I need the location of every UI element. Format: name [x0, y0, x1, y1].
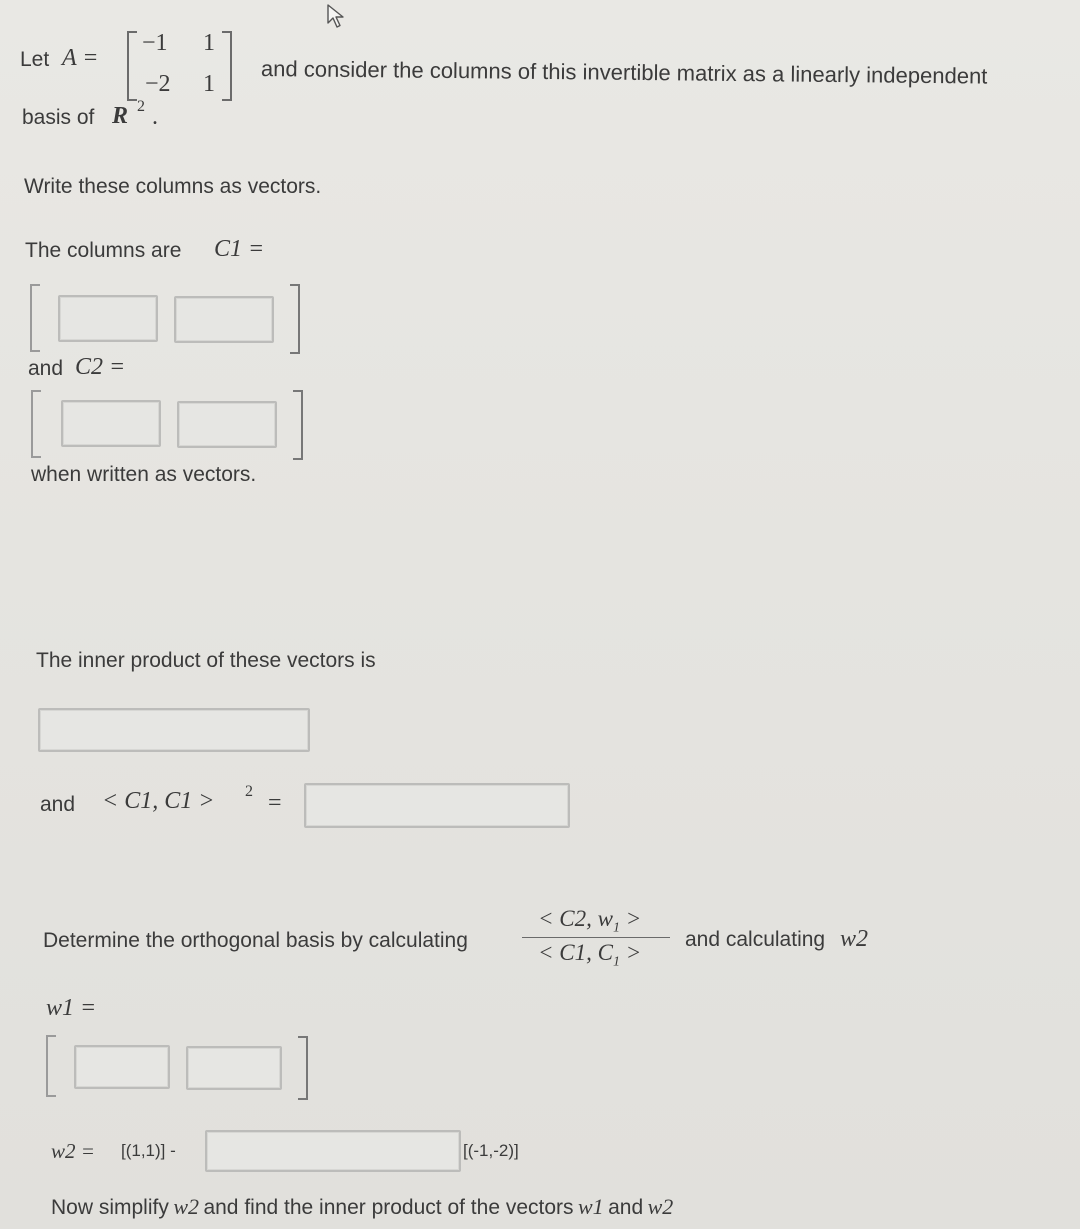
C1-label: C1 =: [214, 236, 265, 262]
R-exponent: 2: [137, 98, 145, 115]
determine-basis-label: Determine the orthogonal basis by calculating: [43, 929, 468, 952]
w2-label: w2 =: [51, 1139, 95, 1163]
C1-C1-exponent: 2: [245, 783, 253, 800]
w2-coefficient-input[interactable]: [205, 1130, 461, 1172]
inner-product-label: The inner product of these vectors is: [36, 649, 376, 672]
matrix-A-label: A =: [62, 45, 99, 71]
C2-entry-2-input[interactable]: [177, 401, 277, 448]
period: .: [152, 104, 158, 130]
matrix-cell: −2: [145, 71, 171, 97]
w1-label: w1 =: [46, 995, 97, 1021]
C2-entry-1-input[interactable]: [61, 400, 161, 447]
w2-second-vector: [(-1,-2)]: [463, 1141, 519, 1160]
and-label: and: [28, 357, 64, 380]
matrix-cell: −1: [142, 30, 168, 56]
C1-C1-squared-input[interactable]: [304, 783, 570, 828]
calculating-label: and calculating: [685, 928, 826, 951]
fraction-numerator: < C2, w: [538, 906, 613, 931]
let-label: Let: [20, 48, 50, 71]
columns-are-label: The columns are: [25, 239, 182, 262]
basis-of-label: basis of: [22, 106, 95, 129]
C1-entry-1-input[interactable]: [58, 295, 158, 342]
write-columns-instruction: Write these columns as vectors.: [24, 175, 322, 198]
R-symbol: R: [112, 103, 129, 129]
when-written-label: when written as vectors.: [31, 463, 257, 486]
w1-entry-1-input[interactable]: [74, 1045, 170, 1089]
inner-product-input[interactable]: [38, 708, 310, 752]
w2-variable: w2: [840, 926, 869, 952]
and-label: and: [40, 793, 76, 816]
w1-entry-2-input[interactable]: [186, 1046, 282, 1090]
matrix-cell: 1: [203, 30, 215, 56]
fraction-denominator: < C1, C: [538, 940, 613, 965]
w2-first-vector: [(1,1)] -: [121, 1141, 176, 1160]
equals-sign: =: [268, 790, 282, 816]
C1-entry-2-input[interactable]: [174, 296, 274, 343]
mouse-pointer-icon: [325, 3, 347, 29]
C1-C1-expression: < C1, C1 >: [102, 788, 215, 814]
intro-description: and consider the columns of this invertible matrix as a linearly independent: [260, 56, 988, 89]
matrix-cell: 1: [203, 71, 215, 97]
C2-label: C2 =: [75, 354, 126, 380]
final-instruction: Now simplify w2 and find the inner product of the vectors w1 and w2: [51, 1194, 674, 1219]
